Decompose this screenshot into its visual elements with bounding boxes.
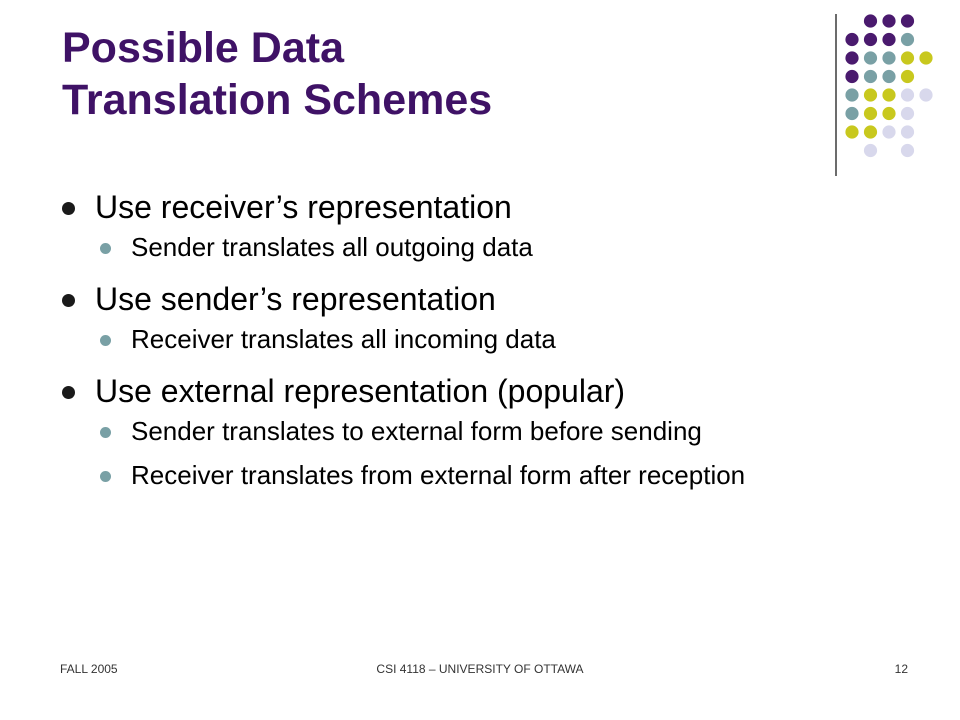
decorative-dot xyxy=(845,107,858,120)
sub-bullet-3-1 xyxy=(131,415,910,447)
decorative-dot xyxy=(864,144,877,157)
sub-bullet-dot xyxy=(100,471,111,482)
bullet-1: Use receiver’s representation xyxy=(60,183,910,231)
decorative-dot xyxy=(901,107,914,120)
bullet-2: Use sender’s representation xyxy=(60,275,910,323)
decorative-dot xyxy=(882,107,895,120)
slide-title-line-2: Translation Schemes xyxy=(62,76,493,124)
sub-bullet-1-1 xyxy=(131,231,910,263)
decorative-dot xyxy=(864,125,877,138)
footer-course: CSI 4118 – UNIVERSITY OF OTTAWA xyxy=(376,662,584,676)
decorative-dot xyxy=(845,33,858,46)
decorative-dot xyxy=(919,88,932,101)
decorative-dot xyxy=(882,51,895,64)
decorative-dot xyxy=(845,70,858,83)
sub-bullet-text: Receiver translates all incoming data xyxy=(131,324,556,354)
bullet-list xyxy=(60,183,910,503)
decorative-dot xyxy=(901,33,914,46)
sub-bullet-text: Sender translates all outgoing data xyxy=(131,232,533,262)
slide-title xyxy=(62,22,802,126)
decorative-dot xyxy=(864,14,877,27)
decorative-dot xyxy=(864,70,877,83)
decorative-dot xyxy=(882,14,895,27)
decorative-dot xyxy=(901,51,914,64)
decorative-dot xyxy=(901,144,914,157)
decorative-dot xyxy=(882,33,895,46)
decorative-dot xyxy=(901,14,914,27)
decorative-dot xyxy=(864,51,877,64)
decorative-dot xyxy=(901,125,914,138)
sub-bullet-text: Receiver translates from external form after reception xyxy=(131,460,746,490)
decorative-dot-grid xyxy=(840,10,950,160)
footer-term: FALL 2005 xyxy=(60,662,118,676)
sub-bullet-2-1 xyxy=(131,323,910,355)
bullet-3: Use external representation (popular) xyxy=(60,367,910,415)
slide-title-line-1: Possible Data xyxy=(62,24,344,72)
decorative-dot xyxy=(845,88,858,101)
decorative-dot xyxy=(845,125,858,138)
sub-bullet-3-2 xyxy=(131,459,910,491)
sub-bullet-dot xyxy=(100,335,111,346)
sub-bullet-dot xyxy=(100,427,111,438)
decorative-dot xyxy=(864,107,877,120)
footer-page-number: 12 xyxy=(894,662,908,676)
sub-bullet-text: Sender translates to external form before sending xyxy=(131,416,702,446)
decorative-dot xyxy=(845,51,858,64)
decorative-dot xyxy=(919,51,932,64)
decorative-dot xyxy=(882,125,895,138)
sub-bullet-dot xyxy=(100,243,111,254)
decorative-dot xyxy=(882,70,895,83)
decorative-dot xyxy=(901,88,914,101)
decorative-dot xyxy=(901,70,914,83)
decorative-dot xyxy=(864,88,877,101)
vertical-divider xyxy=(835,14,837,176)
decorative-dot xyxy=(882,88,895,101)
decorative-dot xyxy=(864,33,877,46)
